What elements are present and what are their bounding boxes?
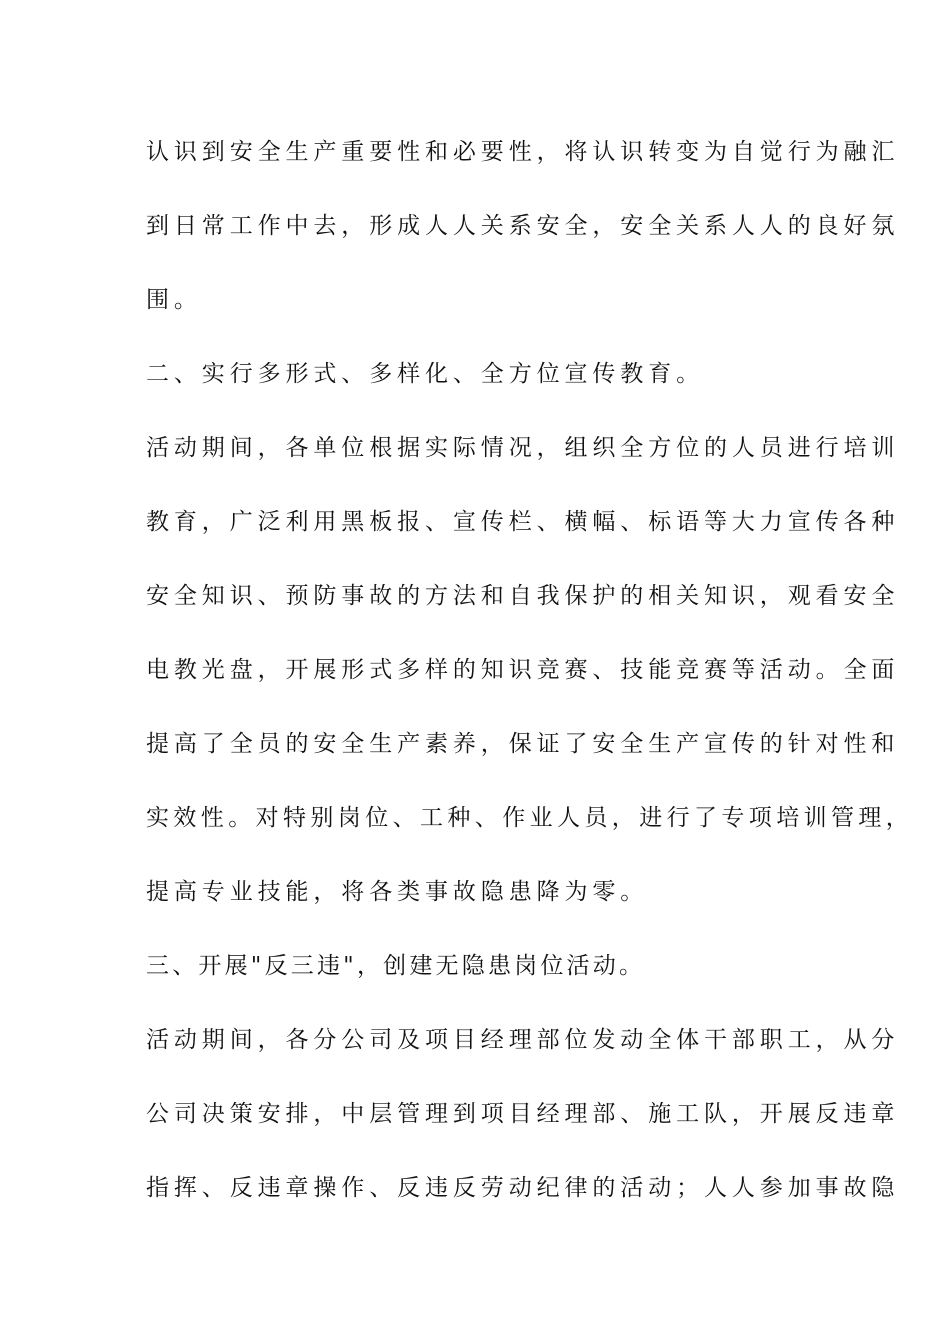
paragraph-line: 到日常工作中去，形成人人关系安全，安全关系人人的良好氛 [146,213,900,239]
paragraph-line: 围。 [146,287,202,313]
paragraph-line: 教育，广泛利用黑板报、宣传栏、横幅、标语等大力宣传各种 [146,509,900,535]
section-heading: 三、开展"反三违"，创建无隐患岗位活动。 [146,953,646,979]
paragraph-line: 认识到安全生产重要性和必要性，将认识转变为自觉行为融汇 [146,139,900,165]
paragraph-line: 活动期间，各分公司及项目经理部位发动全体干部职工，从分 [146,1027,900,1053]
paragraph-line: 提高了全员的安全生产素养，保证了安全生产宣传的针对性和 [146,731,900,757]
paragraph-line: 安全知识、预防事故的方法和自我保护的相关知识，观看安全 [146,583,900,609]
paragraph-line: 实效性。对特别岗位、工种、作业人员，进行了专项培训管理， [146,805,914,831]
paragraph-line: 电教光盘，开展形式多样的知识竞赛、技能竞赛等活动。全面 [146,657,900,683]
paragraph-line: 活动期间，各单位根据实际情况，组织全方位的人员进行培训 [146,435,900,461]
paragraph-line: 公司决策安排，中层管理到项目经理部、施工队，开展反违章 [146,1101,900,1127]
paragraph-line: 指挥、反违章操作、反违反劳动纪律的活动；人人参加事故隐 [146,1175,900,1201]
section-heading: 二、实行多形式、多样化、全方位宣传教育。 [146,361,704,387]
paragraph-line: 提高专业技能，将各类事故隐患降为零。 [146,879,649,905]
